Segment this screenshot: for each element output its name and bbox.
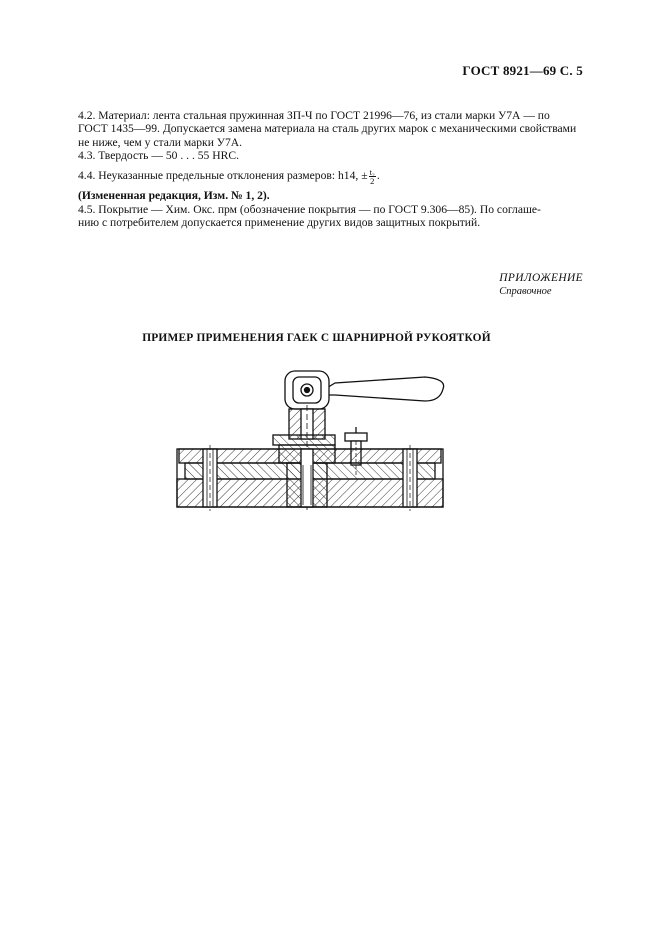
- section-4-text: [78, 95, 583, 230]
- amendment-note: (Измененная редакция, Изм. № 1, 2).: [78, 188, 270, 202]
- plus-minus: ±: [361, 169, 368, 183]
- para-4-2-line3: не ниже, чем у стали марки У7А.: [78, 135, 243, 149]
- appendix-subtitle: Справочное: [499, 286, 552, 297]
- para-4-5-line1: 4.5. Покрытие — Хим. Окс. прм (обозначение покрытия — по ГОСТ 9.306—85). По соглаше-: [78, 202, 541, 216]
- para-4-4: [78, 168, 583, 185]
- page-header: ГОСТ 8921—69 С. 5: [462, 63, 583, 78]
- para-4-2-line2: ГОСТ 1435—99. Допускается замена материала на сталь других марок с механическими свойствами: [78, 122, 577, 136]
- fraction-denominator: 2: [370, 175, 375, 186]
- para-4-2-line1: 4.2. Материал: лента стальная пружинная ЗП-Ч по ГОСТ 21996—76, из стали марки У7А — по: [78, 108, 550, 122]
- para-4-4-text: 4.4. Неуказанные предельные отклонения размеров: h14,: [78, 169, 359, 183]
- figure-title: ПРИМЕР ПРИМЕНЕНИЯ ГАЕК С ШАРНИРНОЙ РУКОЯТКОЙ: [142, 332, 491, 344]
- para-4-4-end: .: [376, 169, 380, 183]
- appendix-label: [499, 272, 583, 298]
- hinged-handle-nut-assembly-drawing: [175, 365, 445, 513]
- para-4-5-line2: нию с потребителем допускается применение других видов защитных покрытий.: [78, 216, 481, 230]
- para-4-2: [78, 95, 583, 122]
- appendix-title: ПРИЛОЖЕНИЕ: [499, 272, 583, 284]
- tolerance-fraction: [369, 168, 376, 185]
- fraction-numerator: t₂: [369, 166, 375, 177]
- para-4-3: 4.3. Твердость — 50 . . . 55 HRC.: [78, 149, 239, 163]
